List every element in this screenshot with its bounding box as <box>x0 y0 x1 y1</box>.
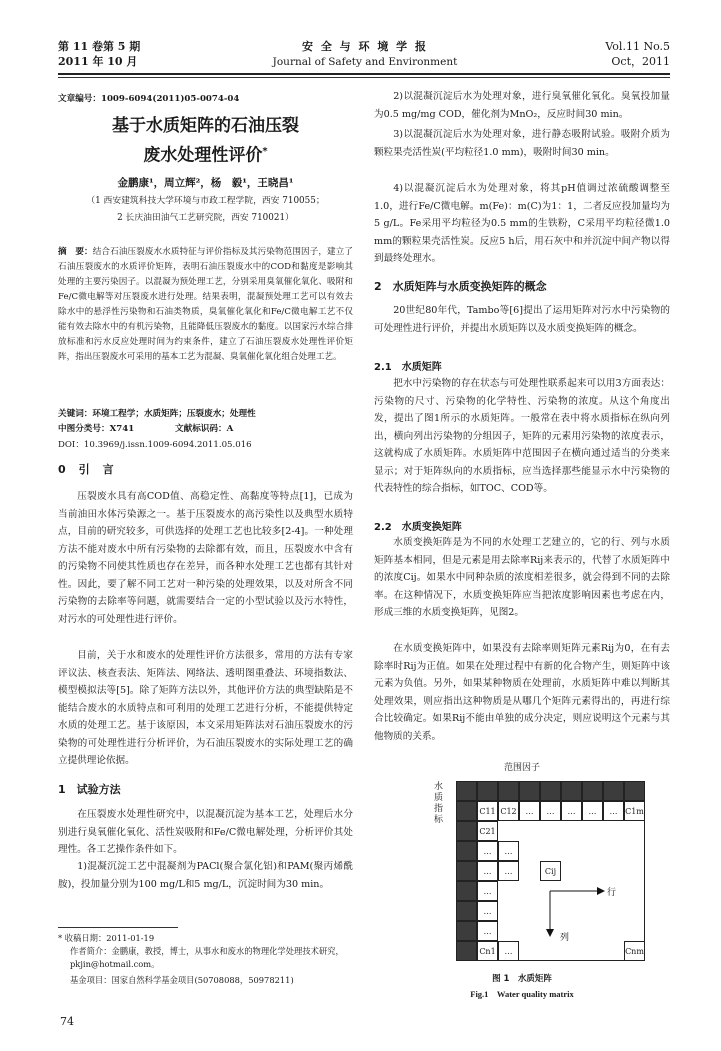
right-paragraph-2: 2)以混凝沉淀后水为处理对象，进行臭氧催化氧化。臭氧投加量为0.5 mg/mg COD，催化剂为MnO₂，反应时间30 min。 <box>374 91 670 120</box>
section-2-2-heading: 2.2 水质变换矩阵 <box>374 522 462 533</box>
affiliation-2: 2 长庆油田油气工艺研究院，西安 710021） <box>117 213 294 223</box>
matrix-cell-cn1: Cn1 <box>477 941 498 961</box>
volume-cn: 第 11 卷第 5 期 <box>58 40 141 53</box>
matrix-cell-dots: … <box>477 841 498 861</box>
matrix-side-cell <box>456 801 477 821</box>
method-paragraph-2: 1)混凝沉淀工艺中混凝剂为PACl(聚合氯化铝)和PAM(聚丙烯酰胺)，投加量分别为100 mg/L和5 mg/L，沉淀时间为30 min。 <box>58 861 353 890</box>
matrix-cell-dots: … <box>498 841 519 861</box>
matrix-cell-dots: … <box>603 801 624 821</box>
keywords: 关键词：环境工程学；水质矩阵；压裂废水；处理性 <box>58 409 256 419</box>
matrix-cell-c12: C12 <box>498 801 519 821</box>
matrix-side-cell <box>456 881 477 901</box>
title-line-1: 基于水质矩阵的石油压裂 <box>112 116 299 136</box>
section-2-1-heading: 2.1 水质矩阵 <box>374 362 442 373</box>
column-arrow-label: 列 <box>560 933 570 943</box>
section-2-2-paragraph-2: 在水质变换矩阵中，如果没有去除率则矩阵元素Rij为0，在有去除率时Rij为正值。如果在处理过程中有新的化合物产生，则矩阵中该元素为负值。另外，如果某种物质在处理前，水质矩阵中难以判断其处理效果，则应指出这种物质是从哪几个矩阵元素得出的，再进行综合比较确定。如果Rij不能由单独的成分决定，则应说明这个元素与其他物质的关系。 <box>374 643 670 742</box>
matrix-header-cell <box>540 781 561 801</box>
matrix-header-cell <box>519 781 540 801</box>
matrix-cell-dots: … <box>477 901 498 921</box>
footnote-received: * 收稿日期：2011-01-19 <box>58 933 155 943</box>
footnote <box>58 932 353 987</box>
header-rule-thin <box>58 77 670 78</box>
matrix-cell-c11: C11 <box>477 801 498 821</box>
figure-top-label: 范围因子 <box>503 763 540 773</box>
section-2-2-paragraph-1: 水质变换矩阵是为不同的水处理工艺建立的，它的行、列与水质矩阵基本相同，但是元素是用去除率Rij来表示的，代替了水质矩阵中的浓度Cij。如果水中同种杂质的浓度相差很多，就会得到不同的去除率。在这种情况下，水质变换矩阵应当把浓度影响因素也考虑在内，形成三维的水质变换矩阵，见图2。 <box>374 537 670 618</box>
matrix-side-cell <box>456 901 477 921</box>
matrix-cell-dots: … <box>498 941 519 961</box>
article-number: 文章编号：1009-6094(2011)05-0074-04 <box>58 94 240 104</box>
abstract: 摘 要：结合石油压裂废水水质特征与评价指标及其污染物范围因子，建立了石油压裂废水的水质评价矩阵，表明石油压裂废水中的COD和黏度是影响其处理的主要污染因子。以混凝为预处理工艺，分别采用臭氧催化氧化、吸附和Fe/C微电解等对压裂废水进行处理。结果表明，混凝预处理工艺可以有效去除水中的悬浮性污染物和石油类物质，臭氧催化氧化和Fe/C微电解工艺不仅能有效去除水中的有机污染物，且能降低压裂废水的黏度。以国家污水综合排放标准和污水反应处理时间为约束条件，建立了石油压裂废水处理性评价矩阵，指出压裂废水可采用的基本工艺为混凝、臭氧催化氧化组合处理工艺。 <box>58 247 353 362</box>
matrix-side-cell <box>456 861 477 881</box>
matrix-header-cell <box>498 781 519 801</box>
header-rule <box>58 73 670 75</box>
matrix-cell-c21: C21 <box>477 821 498 841</box>
section-2-heading: 2 水质矩阵与水质变换矩阵的概念 <box>374 280 547 293</box>
row-arrow-label: 行 <box>607 888 617 898</box>
matrix-cell-dots: … <box>477 861 498 881</box>
matrix-header-cell <box>582 781 603 801</box>
matrix-header-cell <box>561 781 582 801</box>
row-arrow-head <box>597 887 605 895</box>
affiliation-1: （1 西安建筑科技大学环境与市政工程学院，西安 710055； <box>86 196 325 206</box>
footnote-author: 作者简介：金鹏康，教授，博士，从事水和废水的物理化学处理技术研究，pkjin@hotmail.com。 <box>70 946 344 969</box>
section-1-heading: 1 试验方法 <box>58 783 121 796</box>
section-2-paragraph: 20世纪80年代，Tambo等[6]提出了运用矩阵对污水中污染物的可处理性进行评价，并提出水质矩阵以及水质变换矩阵的概念。 <box>374 305 670 334</box>
matrix-side-cell <box>456 841 477 861</box>
matrix-cell-dots: … <box>561 801 582 821</box>
figure-caption-cn: 图 1 水质矩阵 <box>492 974 552 984</box>
matrix-cell-c1m: C1m <box>624 801 645 821</box>
authors: 金鹏康¹，周立辉²，杨 毅¹，王晓昌¹ <box>117 177 294 189</box>
matrix-cell-dots: … <box>540 801 561 821</box>
section-0-heading: 0 引 言 <box>58 463 115 476</box>
method-paragraph-1: 在压裂废水处理性研究中，以混凝沉淀为基本工艺，处理后水分别进行臭氧催化氧化、活性炭吸附和Fe/C微电解处理，分析评价其处理性。各工艺操作条件如下。 <box>58 809 353 855</box>
intro-paragraph-1: 压裂废水具有高COD值、高稳定性、高黏度等特点[1]，已成为当前油田水体污染源之一。基于压裂废水的高污染性以及典型水质特点，目前的研究较多，可供选择的处理工艺也比较多[2-4]。一种处理方法不能对废水中所有污染物的去除都有效，而且，压裂废水中含有的污染物不同使其性质也存在差异，而各种水处理工艺也都有其针对性。因此，要了解不同工艺对一种污染的处理效果，以及对所含不同污染物的去除率等问题，就需要结合一定的小型试验以及污水特性，对污水的可处理性进行评价。 <box>58 491 353 625</box>
matrix-header-cell <box>624 781 645 801</box>
section-2-1-paragraph: 把水中污染物的存在状态与可处理性联系起来可以用3方面表达：污染物的尺寸、污染物的化学特性、污染物的浓度。从这个角度出发，提出了图1所示的水质矩阵。一般常在表中将水质指标在纵向列出，横向列出污染物的分组因子，矩阵的元素用污染物的浓度表示，这就构成了水质矩阵。水质矩阵中范围因子在横向通过适当的分类来显示；对于矩阵纵向的水质指标，应当选择那些能显示水中污染物的代表特性的综合指标，如TOC、COD等。 <box>374 378 670 494</box>
right-paragraph-4: 4)以混凝沉淀后水为处理对象，将其pH值调过浓硫酸调整至1.0，进行Fe/C微电解。m(Fe)：m(C)为1：1，二者反应投加量均为5 g/L。Fe采用平均粒径为0.5 mm的生铁粉，C采用平均粒径微1.0 mm的颗粒果壳活性炭。反应5 h后，用石灰中和并沉淀中间产物以得到最终处理水。 <box>374 183 670 264</box>
matrix-header-cell <box>456 781 477 801</box>
figure-water-quality-matrix <box>374 760 670 1010</box>
clc-number: 中图分类号：X741 <box>58 424 135 434</box>
matrix-cell-dots: … <box>519 801 540 821</box>
matrix-side-cell <box>456 941 477 961</box>
matrix-cell-cnm: Cnm <box>624 941 645 961</box>
title-line-2: 废水处理性评价* <box>143 145 268 166</box>
footnote-fund: 基金项目：国家自然科学基金项目(50708088，50978211) <box>70 975 294 985</box>
date-cn: 2011 年 10 月 <box>58 55 138 68</box>
doi: DOI：10.3969/j.issn.1009-6094.2011.05.016 <box>58 440 252 450</box>
journal-en: Journal of Safety and Environment <box>272 56 458 68</box>
journal-cn: 安 全 与 环 境 学 报 <box>302 40 428 53</box>
matrix-cell-dots: … <box>582 801 603 821</box>
matrix-header-cell <box>603 781 624 801</box>
footnote-rule <box>58 927 178 928</box>
matrix-cell-dots: … <box>477 921 498 941</box>
column-arrow-head <box>546 929 554 937</box>
intro-paragraph-2: 目前，关于水和废水的处理性评价方法很多，常用的方法有专家评议法、核查表法、矩阵法、网络法、透明图重叠法、环境指数法、模型模拟法等[5]。除了矩阵方法以外，其他评价方法的典型缺陷是不能结合废水的水质特点和可利用的处理工艺进行分析，不能提供特定水质的处理工艺。基于该原因，本文采用矩阵法对石油压裂废水的污染物的可处理性进行分析评价，为石油压裂废水的实际处理工艺的确立提供理论依据。 <box>58 650 353 766</box>
matrix-side-cell <box>456 821 477 841</box>
matrix-header-cell <box>477 781 498 801</box>
matrix-cell-dots: … <box>477 881 498 901</box>
page-number: 74 <box>60 1015 74 1028</box>
figure-side-label: 水质指标 <box>434 782 444 825</box>
document-code: 文献标识码：A <box>175 424 234 434</box>
date-en: Oct，2011 <box>611 55 670 68</box>
page-title <box>58 113 353 169</box>
right-paragraph-3: 3)以混凝沉淀后水为处理对象，进行静态吸附试验。吸附介质为颗粒果壳活性炭(平均粒径1.0 mm)，吸附时间30 min。 <box>374 129 670 158</box>
matrix-side-cell <box>456 921 477 941</box>
matrix-cell-cij: Cij <box>540 861 561 881</box>
matrix-cell-dots: … <box>498 861 519 881</box>
figure-caption-en: Fig.1 Water quality matrix <box>470 989 574 999</box>
volume-en: Vol.11 No.5 <box>605 40 670 53</box>
